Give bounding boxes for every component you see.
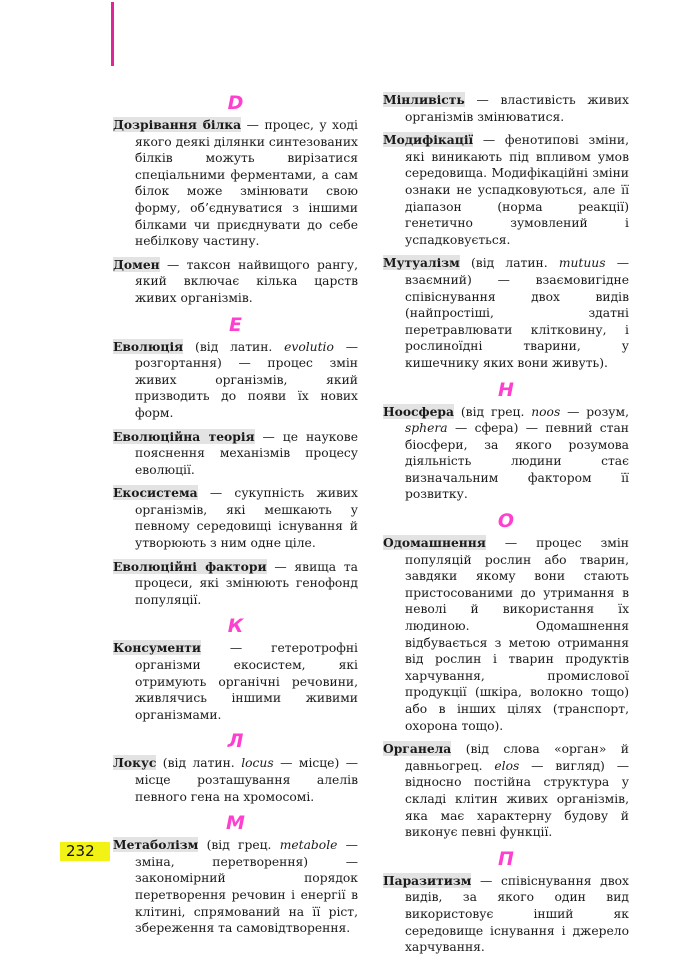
glossary-entry-evoliutsiini-faktory <box>113 559 358 609</box>
glossary-entry-modyfikatsii <box>383 132 629 248</box>
glossary-entry-metabolizm <box>113 837 358 937</box>
glossary-entry-mutualizm <box>383 255 629 371</box>
entry-definition-cont-2: — сфера) — певний стан біосфери, за якого розумова діяльність людини стає визначальним фактором її розвитку. <box>405 421 629 502</box>
glossary-entry-domen <box>113 257 358 307</box>
glossary-entry-dozrivannia <box>113 117 358 250</box>
entry-latin-word: metabole <box>279 838 338 853</box>
entry-definition: — сукупність живих організмів, які мешкають у певному середовищі існування й утворюють з ним одне ціле. <box>135 486 358 551</box>
entry-term: Паразитизм <box>383 872 472 888</box>
entry-definition-cont: — взаємний) — взаємовигідне співіснування двох видів (найпростіші, здатні перетравлювати клітковину, і рослиноїдні тварини, у кишечнику яких вони живуть). <box>405 256 629 370</box>
entry-latin-word: elos <box>494 758 520 773</box>
glossary-entry-evoliutsiina-teoriia <box>113 429 358 479</box>
entry-definition: — фенотипові зміни, які виникають під впливом умов середовища. Модифікаційні зміни ознаки не успадковуються, але її діапазон (норма реакції) генетично зумовлений і успадковується. <box>405 133 629 247</box>
entry-latin-word: noos <box>531 404 561 419</box>
entry-term: Еволюційна теорія <box>113 428 255 444</box>
glossary-entry-odomashnennia <box>383 535 629 734</box>
glossary-entry-konsumenty <box>113 640 358 723</box>
glossary-entry-parazytyzm <box>383 873 629 956</box>
entry-definition-cont: — розгортання) — процес змін живих організмів, який призводить до появи їх нових форм. <box>135 339 358 420</box>
section-letter-n: Н <box>498 378 514 401</box>
entry-latin-word-2: sphera <box>405 421 448 436</box>
section-letter-l: Л <box>227 730 244 753</box>
glossary-entry-noosfera <box>383 404 629 504</box>
entry-term: Мутуалізм <box>383 255 460 271</box>
entry-latin-word: mutuus <box>558 256 606 271</box>
entry-term: Локус <box>113 755 157 771</box>
entry-definition: (від грец. <box>454 404 532 419</box>
entry-definition: (від латин. <box>183 339 285 354</box>
entry-latin-word: evolutio <box>284 339 334 354</box>
entry-definition-cont: — зміна, перетворення) — закономірний порядок перетворення речовин і енергії в клітині, спрямований на її ріст, збереження та самовідтворення. <box>135 838 358 936</box>
entry-definition: — явища та процеси, які змінюють генофонд популяції. <box>135 559 358 607</box>
entry-definition: — процес, у ході якого деякі ділянки синтезованих білків можуть вирізатися спеціальними ферментами, а сам білок може змінювати свою форму, об’єднуватися з іншими білками чи приєднувати до себе небілкову частину. <box>135 118 358 249</box>
left-column <box>113 92 358 944</box>
entry-term: Метаболізм <box>113 837 199 853</box>
entry-definition: — гетеротрофні організми екосистем, які отримують органічні речовини, живлячись іншими живими організмами. <box>135 641 358 722</box>
entry-term: Мінливість <box>383 92 465 107</box>
right-column <box>383 92 629 963</box>
entry-definition-cont: — розум, <box>560 404 629 419</box>
entry-definition: (від латин. <box>459 256 559 271</box>
entry-term: Ноосфера <box>383 403 454 419</box>
entry-term: Еволюційні фактори <box>113 558 267 574</box>
entry-definition: — процес змін популяцій рослин або тварин, завдяки якому вони стають пристосованими до утримання в неволі й використання їх людиною. Одомашнення відбувається з метою отримання від рослин і тварин продуктів харчування, промислової продукції (шкіра, волокно тощо) або в інших цілях (транспорт, охорона тощо). <box>405 536 629 733</box>
entry-definition-cont: — місце) — місце розташування алелів певного гена на хромосомі. <box>135 756 358 804</box>
section-letter-e: Е <box>229 313 242 336</box>
section-letter-d: D <box>227 92 244 114</box>
glossary-entry-evoliutsiia <box>113 339 358 422</box>
entry-latin-word: locus <box>241 756 274 771</box>
entry-term: Еволюція <box>113 338 184 354</box>
entry-term: Модифікації <box>383 132 474 148</box>
section-letter-m: М <box>226 812 245 835</box>
entry-term: Домен <box>113 256 160 272</box>
glossary-entry-minlyvist <box>383 92 629 125</box>
entry-term: Одомашнення <box>383 535 486 551</box>
entry-definition: (від грец. <box>198 838 280 853</box>
entry-term: Консументи <box>113 640 201 656</box>
entry-term: Екосистема <box>113 485 198 501</box>
entry-definition: — властивість живих організмів змінюватися. <box>405 93 629 124</box>
section-letter-k: К <box>227 615 244 638</box>
glossary-entry-ekosystema <box>113 485 358 551</box>
entry-definition-cont: — вигляд) — відносно постійна структура у складі клітин живих організмів, яка має характерну будову й виконує певні функції. <box>405 758 629 840</box>
entry-definition: — таксон найвищого рангу, який включає кілька царств живих організмів. <box>135 257 358 305</box>
glossary-entry-lokus <box>113 755 358 805</box>
glossary-entry-orhanela <box>383 741 629 841</box>
entry-definition: (від слова «орган» й давньогрец. <box>405 742 629 773</box>
entry-term: Дозрівання білка <box>113 117 242 132</box>
entry-definition: — це наукове пояснення механізмів процесу еволюції. <box>135 429 358 477</box>
entry-definition: — співіснування двох видів, за якого один вид використовує інший як середовище існування і джерело харчування. <box>405 873 629 955</box>
margin-marker-bar <box>111 2 114 66</box>
page-number: 232 <box>60 842 110 861</box>
entry-term: Органела <box>383 741 452 757</box>
entry-definition: (від латин. <box>156 756 242 771</box>
section-letter-p: П <box>498 847 514 870</box>
section-letter-o: О <box>497 510 515 533</box>
